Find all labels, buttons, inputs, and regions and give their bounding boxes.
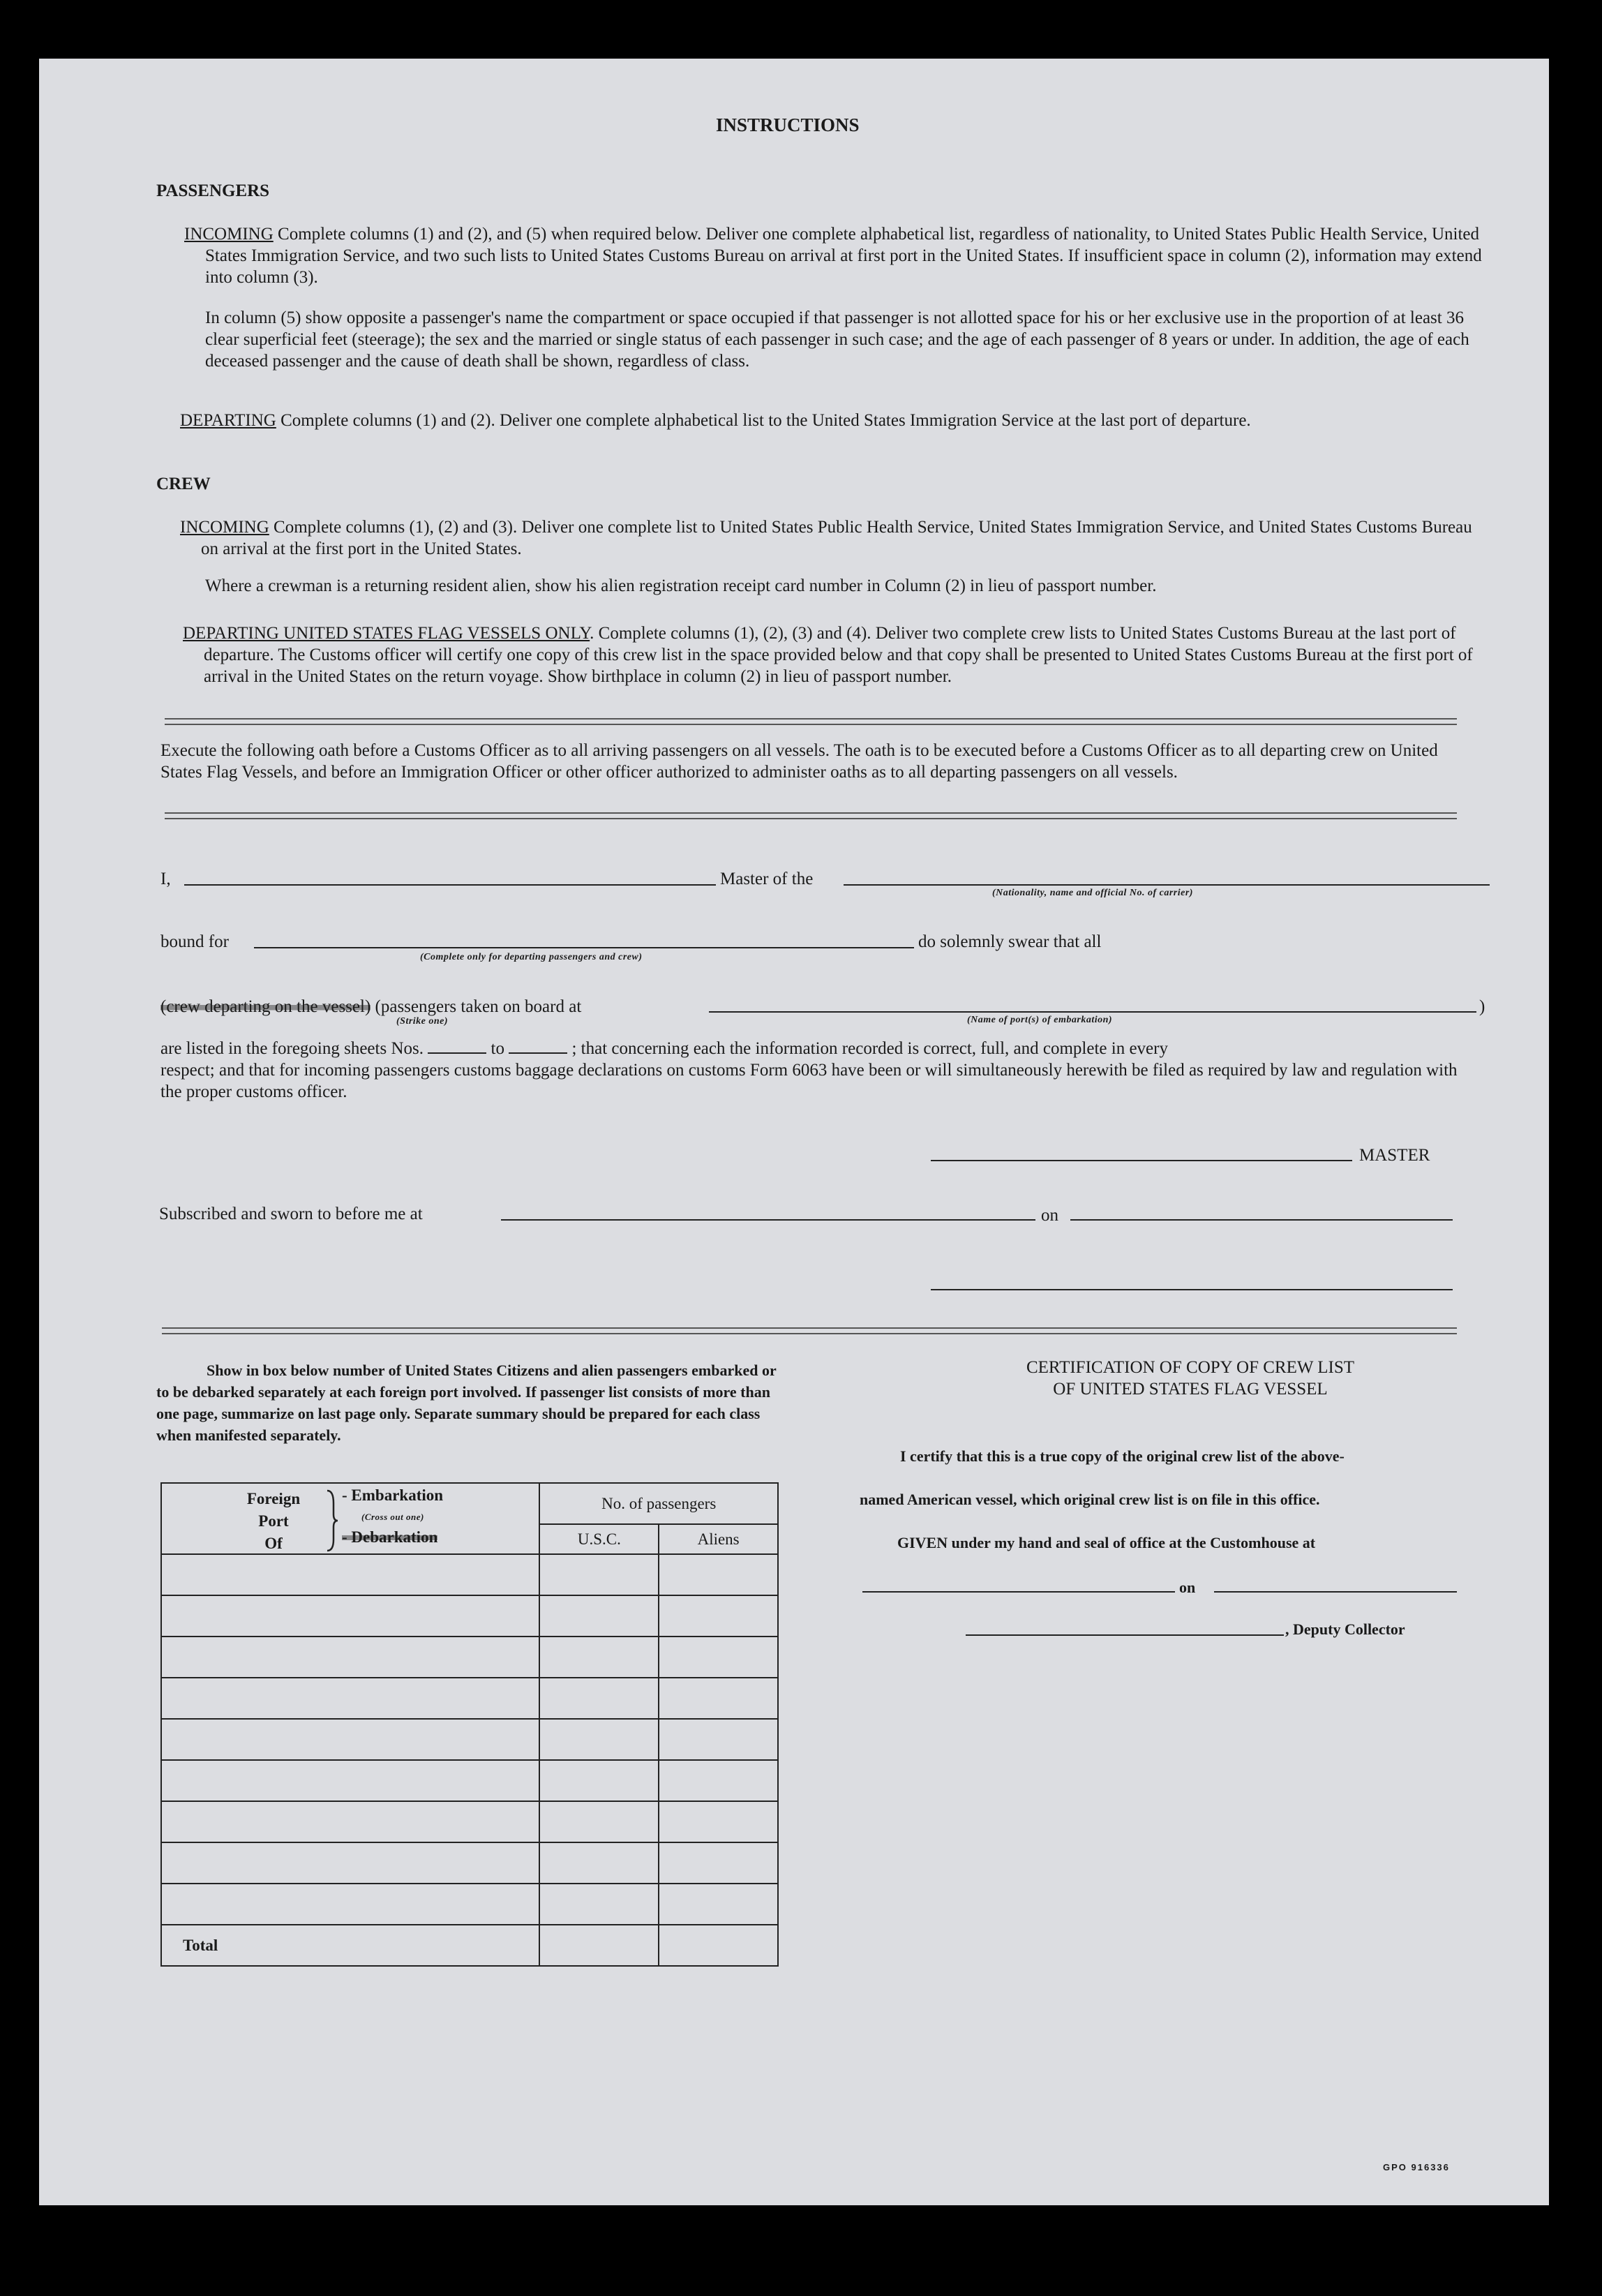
certification-title-line1: CERTIFICATION OF COPY OF CREW LIST — [1026, 1358, 1355, 1377]
usc-cell[interactable] — [539, 1719, 659, 1760]
usc-header: U.S.C. — [539, 1524, 659, 1554]
subscribed-place-field[interactable] — [501, 1219, 1035, 1221]
subscribed-date-field[interactable] — [1070, 1219, 1453, 1221]
aliens-header: Aliens — [659, 1524, 778, 1554]
table-row — [161, 1595, 778, 1637]
port-cell[interactable] — [161, 1554, 539, 1595]
summary-instruction: Show in box below number of United States Citizens and alien passengers embarked or to be debarked separately at each foreign port involved. If passenger list consists of more than one page, summarize on last page only. Separate summary should be prepared for each class when manifested separately. — [156, 1362, 777, 1444]
crew-departing-text: . Complete columns (1), (2), (3) and (4). Deliver two complete crew lists to United States Customs Bureau at the last port of departure. The Customs officer will certify one copy of this crew list in the space provided below and that copy shall be presented to United States Customs Bureau at the first port of arrival in the United States on the return voyage. Show birthplace in column (2) in lieu of passport number. — [204, 624, 1473, 686]
listed-line — [160, 1038, 1168, 1059]
deputy-signature-field[interactable] — [966, 1634, 1284, 1636]
passenger-summary-table — [160, 1482, 779, 1967]
foreign-label: Foreign — [246, 1490, 301, 1507]
aliens-cell[interactable] — [659, 1678, 778, 1719]
carrier-field[interactable] — [844, 884, 1490, 886]
ports-note: (Name of port(s) of embarkation) — [967, 1015, 1113, 1025]
crew-incoming-label: INCOMING — [180, 518, 269, 537]
aliens-cell[interactable] — [659, 1554, 778, 1595]
passengers-departing-text: Complete columns (1) and (2). Deliver one complete alphabetical list to the United States Immigration Service at the last port of departure. — [280, 411, 1251, 430]
divider — [165, 718, 1457, 725]
bound-for-field[interactable] — [254, 947, 914, 948]
respect-text: respect; and that for incoming passengers customs baggage declarations on customs Form 6063 have been or will simultaneously herewith be filed as required by law and regulation with the proper customs officer. — [160, 1061, 1458, 1101]
aliens-cell[interactable] — [659, 1719, 778, 1760]
certification-title — [939, 1357, 1442, 1400]
total-row — [161, 1925, 778, 1966]
table-row — [161, 1801, 778, 1842]
complete-note: (Complete only for departing passengers and crew) — [420, 952, 643, 962]
port-cell[interactable] — [161, 1801, 539, 1842]
port-cell[interactable] — [161, 1842, 539, 1884]
passengers-departing-label: DEPARTING — [180, 411, 276, 430]
passengers-taken-option[interactable]: (passengers taken on board at — [375, 997, 582, 1016]
usc-cell[interactable] — [539, 1842, 659, 1884]
table-row — [161, 1760, 778, 1801]
bound-for-label: bound for — [160, 932, 229, 951]
port-cell[interactable] — [161, 1595, 539, 1637]
of-label: Of — [264, 1535, 283, 1552]
usc-cell[interactable] — [539, 1554, 659, 1595]
strike-one-note: (Strike one) — [396, 1016, 449, 1027]
table-row — [161, 1884, 778, 1925]
sheet-to-field[interactable] — [509, 1052, 567, 1054]
customhouse-field[interactable] — [862, 1591, 1175, 1593]
passengers-incoming-label: INCOMING — [184, 225, 274, 244]
certification-line2: named American vessel, which original crew list is on file in this office. — [860, 1491, 1320, 1508]
total-label: Total — [161, 1925, 539, 1966]
table-row — [161, 1678, 778, 1719]
port-header-cell — [161, 1483, 539, 1554]
usc-cell[interactable] — [539, 1801, 659, 1842]
debarkation-option[interactable] — [342, 1528, 437, 1546]
page-title: INSTRUCTIONS — [716, 114, 860, 135]
port-cell[interactable] — [161, 1719, 539, 1760]
embarkation-option[interactable]: - Embarkation — [342, 1486, 444, 1504]
table-row — [161, 1842, 778, 1884]
oath-instruction: Execute the following oath before a Customs Officer as to all arriving passengers on all vessels. The oath is to be executed before a Customs Officer as to all departing crew on United States Flag Vessels, and before an Immigration Officer or other officer authorized to administer oaths as to all departing passengers on all vessels. — [160, 741, 1438, 782]
crew-heading: CREW — [156, 475, 211, 493]
total-aliens-cell[interactable] — [659, 1925, 778, 1966]
port-cell[interactable] — [161, 1884, 539, 1925]
brace-icon — [325, 1489, 339, 1552]
certification-title-line2: OF UNITED STATES FLAG VESSEL — [1053, 1380, 1328, 1399]
sheet-from-field[interactable] — [428, 1052, 486, 1054]
usc-cell[interactable] — [539, 1637, 659, 1678]
usc-cell[interactable] — [539, 1595, 659, 1637]
debarkation-label: - Debarkation — [342, 1528, 438, 1546]
close-paren: ) — [1479, 997, 1485, 1016]
usc-cell[interactable] — [539, 1760, 659, 1801]
table-row — [161, 1719, 778, 1760]
listed-text-a: are listed in the foregoing sheets Nos. — [160, 1039, 424, 1058]
passengers-column5: In column (5) show opposite a passenger's name the compartment or space occupied if that passenger is not allotted space for his or her exclusive use in the proportion of at least 36 clear superficial feet (steerage); the sex and the married or single status of each passenger in such case; and the age of each passenger of 8 years or under. In addition, the age of each deceased passenger and the cause of death shall be shown, regardless of class. — [205, 308, 1469, 371]
master-label: MASTER — [1359, 1146, 1430, 1165]
certification-date-field[interactable] — [1214, 1591, 1457, 1593]
crew-departing-option[interactable]: (crew departing on the vessel) — [160, 997, 371, 1016]
total-usc-cell[interactable] — [539, 1925, 659, 1966]
passengers-departing — [180, 410, 1485, 431]
subscribed-on-label: on — [1041, 1206, 1058, 1225]
port-cell[interactable] — [161, 1637, 539, 1678]
aliens-cell[interactable] — [659, 1842, 778, 1884]
aliens-cell[interactable] — [659, 1884, 778, 1925]
port-cell[interactable] — [161, 1760, 539, 1801]
passengers-incoming — [184, 223, 1489, 288]
gpo-code: GPO 916336 — [1383, 2162, 1450, 2172]
certification-line3: GIVEN under my hand and seal of office at the Customhouse at — [897, 1534, 1316, 1551]
usc-cell[interactable] — [539, 1678, 659, 1719]
divider — [165, 812, 1457, 819]
usc-cell[interactable] — [539, 1884, 659, 1925]
aliens-cell[interactable] — [659, 1801, 778, 1842]
nationality-note: (Nationality, name and official No. of carrier) — [992, 888, 1193, 898]
cross-out-note: (Cross out one) — [361, 1512, 424, 1522]
aliens-cell[interactable] — [659, 1595, 778, 1637]
crew-departing — [183, 623, 1488, 687]
aliens-cell[interactable] — [659, 1637, 778, 1678]
officer-signature-field[interactable] — [931, 1289, 1453, 1290]
certification-on-label: on — [1179, 1579, 1196, 1596]
crew-resident: Where a crewman is a returning resident alien, show his alien registration receipt card number in Column (2) in lieu of passport number. — [205, 576, 1157, 595]
form-page — [39, 59, 1549, 2205]
oath-i: I, — [160, 870, 171, 888]
strike-line — [160, 996, 581, 1017]
certification-line1: I certify that this is a true copy of the original crew list of the above- — [900, 1447, 1345, 1465]
crew-departing-label: DEPARTING UNITED STATES FLAG VESSELS ONLY — [183, 624, 590, 643]
no-of-passengers-header: No. of passengers — [539, 1483, 778, 1524]
listed-text-b: ; that concerning each the information recorded is correct, full, and complete in every — [571, 1039, 1168, 1058]
crew-incoming-text: Complete columns (1), (2) and (3). Deliver one complete list to United States Public Health Service, United States Immigration Service, and United States Customs Bureau on arrival at the first port in the United States. — [201, 518, 1472, 558]
passengers-incoming-text: Complete columns (1) and (2), and (5) when required below. Deliver one complete alphabetical list, regardless of nationality, to United States Public Health Service, United States Immigration Service, and two such lists to United States Customs Bureau on arrival at first port in the United States. If insufficient space in column (2), information may extend into column (3). — [205, 225, 1482, 287]
master-signature-field[interactable] — [931, 1160, 1352, 1161]
deputy-collector-label: , Deputy Collector — [1285, 1620, 1405, 1638]
table-header-row — [161, 1483, 778, 1524]
table-row — [161, 1554, 778, 1595]
crew-incoming — [180, 516, 1485, 560]
table-row — [161, 1637, 778, 1678]
passengers-heading: PASSENGERS — [156, 181, 270, 200]
port-label: Port — [258, 1512, 289, 1530]
port-cell[interactable] — [161, 1678, 539, 1719]
swear-text: do solemnly swear that all — [918, 932, 1102, 951]
aliens-cell[interactable] — [659, 1760, 778, 1801]
listed-to: to — [491, 1039, 504, 1058]
divider — [162, 1327, 1457, 1334]
subscribed-label: Subscribed and sworn to before me at — [159, 1205, 423, 1223]
embarkation-ports-field[interactable] — [709, 1011, 1476, 1013]
master-name-field[interactable] — [184, 884, 716, 886]
master-of-the-label: Master of the — [720, 870, 814, 888]
